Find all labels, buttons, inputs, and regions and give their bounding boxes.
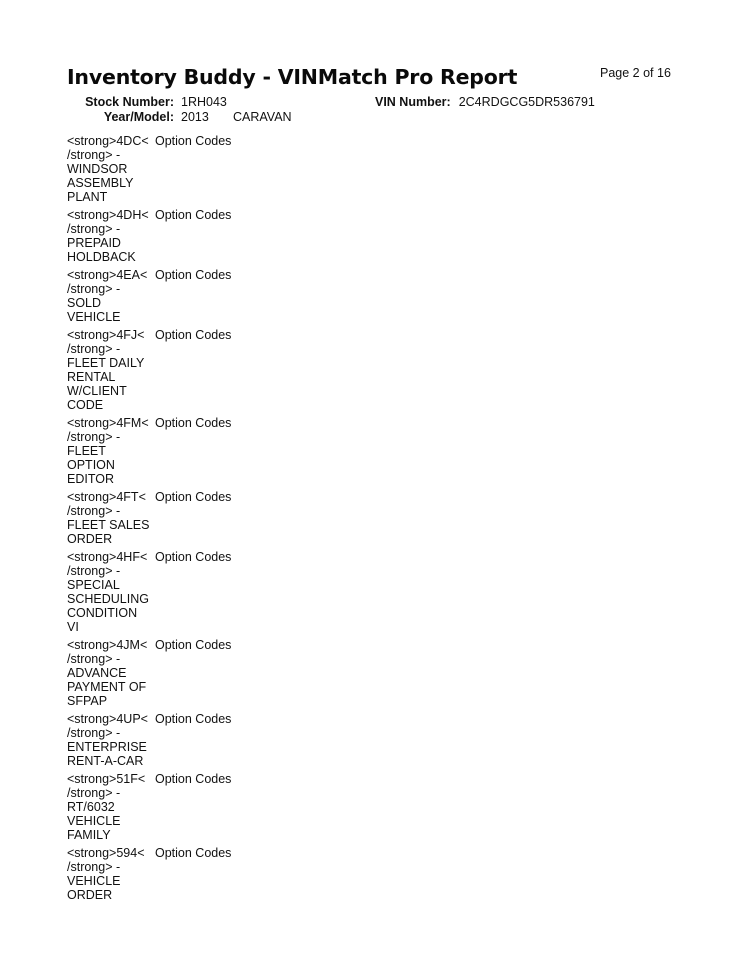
option-type: Option Codes	[155, 208, 232, 222]
option-code: <strong>4DH< /strong> - PREPAID HOLDBACK	[67, 208, 149, 264]
vin-number-label: VIN Number:	[375, 95, 451, 109]
vin-number-row	[375, 95, 595, 109]
list-item	[67, 416, 367, 486]
option-type: Option Codes	[155, 846, 232, 860]
option-code: <strong>4FM< /strong> - FLEET OPTION EDITOR	[67, 416, 149, 486]
option-code: <strong>4FT< /strong> - FLEET SALES ORDER	[67, 490, 150, 546]
option-code: <strong>4EA< /strong> - SOLD VEHICLE	[67, 268, 148, 324]
option-type: Option Codes	[155, 772, 232, 786]
page-number: Page 2 of 16	[600, 66, 671, 80]
option-codes-list	[67, 134, 367, 906]
model-value: CARAVAN	[233, 110, 292, 124]
list-item	[67, 208, 367, 264]
option-code: <strong>4FJ< /strong> - FLEET DAILY RENTAL W/CLIENT CODE	[67, 328, 145, 412]
year-value: 2013	[181, 110, 209, 124]
list-item	[67, 550, 367, 634]
list-item	[67, 712, 367, 768]
list-item	[67, 268, 367, 324]
option-type: Option Codes	[155, 416, 232, 430]
list-item	[67, 638, 367, 708]
option-code: <strong>4JM< /strong> - ADVANCE PAYMENT OF SFPAP	[67, 638, 148, 708]
list-item	[67, 328, 367, 412]
option-type: Option Codes	[155, 490, 232, 504]
option-type: Option Codes	[155, 712, 232, 726]
stock-number-label: Stock Number:	[85, 95, 174, 109]
option-code: <strong>4HF< /strong> - SPECIAL SCHEDULING CONDITION VI	[67, 550, 149, 634]
option-code: <strong>4DC< /strong> - WINDSOR ASSEMBLY PLANT	[67, 134, 149, 204]
vin-number-value: 2C4RDGCG5DR536791	[458, 95, 595, 109]
option-type: Option Codes	[155, 328, 232, 342]
option-code: <strong>4UP< /strong> - ENTERPRISE RENT-A-CAR	[67, 712, 148, 768]
list-item	[67, 134, 367, 204]
option-code: <strong>594< /strong> - VEHICLE ORDER	[67, 846, 145, 902]
list-item	[67, 846, 367, 902]
list-item	[67, 490, 367, 546]
year-model-label: Year/Model:	[103, 110, 174, 124]
option-type: Option Codes	[155, 268, 232, 282]
stock-number-value: 1RH043	[181, 95, 227, 109]
option-type: Option Codes	[155, 638, 232, 652]
year-model-row	[67, 110, 292, 124]
stock-number-row	[67, 95, 227, 109]
report-title: Inventory Buddy - VINMatch Pro Report	[67, 65, 518, 89]
option-type: Option Codes	[155, 550, 232, 564]
option-code: <strong>51F< /strong> - RT/6032 VEHICLE FAMILY	[67, 772, 146, 842]
list-item	[67, 772, 367, 842]
option-type: Option Codes	[155, 134, 232, 148]
